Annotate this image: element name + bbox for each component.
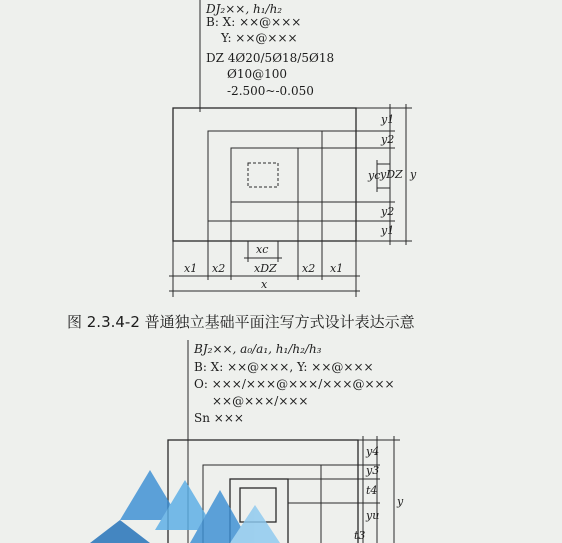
figure-caption: 图 2.3.4-2 普通独立基础平面注写方式设计表达示意 (67, 313, 415, 331)
dim-label-ydz: yDZ (380, 168, 403, 181)
dim-label-x1-right: x1 (330, 262, 344, 275)
annotation-block-2 (193, 342, 395, 425)
dim-label-y3: y3 (366, 464, 380, 477)
horizontal-dimensions (169, 202, 360, 297)
watermark-logo (90, 470, 280, 543)
figure-1 (67, 0, 417, 331)
dim-label-y-2: y (397, 495, 404, 508)
dim-label-t4: t4 (366, 484, 378, 497)
annotation2-line-2: B: X: ××@×××, Y: ××@××× (194, 360, 374, 374)
dim-label-x: x (261, 278, 268, 291)
dowel-column-outline (248, 163, 278, 187)
dim-label-x1-left: x1 (184, 262, 198, 275)
annotation-line-2: B: X: ××@××× (206, 15, 302, 29)
dim-label-y: y (410, 168, 417, 181)
dim-label-yu: yu (366, 509, 380, 522)
annotation-line-5: Ø10@100 (227, 67, 288, 81)
vertical-dimensions (298, 104, 417, 245)
annotation-line-6: -2.500~-0.050 (227, 84, 314, 98)
dim-label-xc: xc (256, 243, 269, 256)
dim-label-y2-bottom: y2 (381, 205, 395, 218)
annotation-line-3: Y: ××@××× (221, 31, 298, 45)
annotation2-line-4: ××@×××/××× (212, 394, 309, 408)
annotation-line-1: DJ₂××, h₁/h₂ (206, 2, 283, 16)
inner-step-outline (208, 131, 322, 221)
dim-label-y1-top: y1 (381, 113, 395, 126)
annotation2-line-5: Sn ××× (194, 411, 244, 425)
annotation-block-1 (205, 2, 334, 98)
dim-label-y1-bottom: y1 (381, 224, 395, 237)
dim-label-xdz: xDZ (254, 262, 277, 275)
dim-label-x2-right: x2 (302, 262, 316, 275)
watermark-triangle (90, 520, 150, 543)
column-outline (231, 148, 298, 202)
annotation-line-4: DZ 4Ø20/5Ø18/5Ø18 (206, 51, 335, 65)
dim-label-yc: yc (368, 169, 381, 182)
dim-label-y2-top: y2 (381, 133, 395, 146)
vertical-dimensions-2 (288, 436, 404, 543)
dim-label-x2-left: x2 (212, 262, 226, 275)
dim-label-y4: y4 (366, 445, 380, 458)
annotation2-line-3: O: ×××/×××@×××/×××@××× (194, 377, 395, 391)
annotation2-line-1: BJ₂××, a₀/a₁, h₁/h₂/h₃ (194, 342, 322, 356)
dim-label-t3: t3 (354, 529, 366, 542)
